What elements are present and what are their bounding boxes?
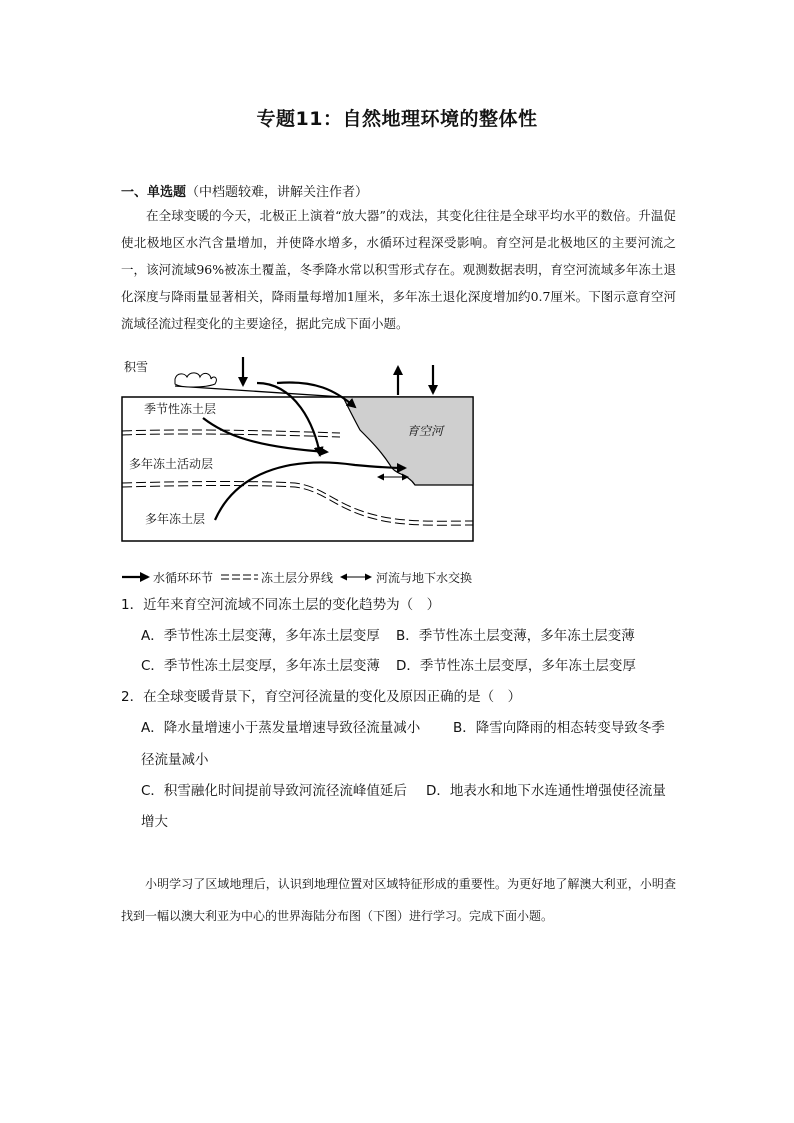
section-note: （中档题较难，讲解关注作者） <box>186 185 369 200</box>
question-2-option-a[interactable]: A．降水量增速小于蒸发量增速导致径流量减小 <box>141 720 421 736</box>
question-1-option-a[interactable]: A．季节性冻土层变薄，多年冻土层变厚 <box>141 628 380 644</box>
question-1-option-d[interactable]: D．季节性冻土层变厚，多年冻土层变厚 <box>396 658 636 674</box>
question-1-stem: 1．近年来育空河流域不同冻土层的变化趋势为（ ） <box>121 597 441 613</box>
seasonal-layer-label: 季节性冻土层 <box>144 402 217 416</box>
question-2-option-b[interactable]: B．降雪向降雨的相态转变导致冬季 <box>453 720 665 736</box>
active-layer-label: 多年冻土活动层 <box>129 457 214 471</box>
permafrost-layer-label: 多年冻土层 <box>145 512 206 526</box>
river-channel <box>343 397 473 485</box>
groundwater-flow-arrow <box>215 462 405 520</box>
question-2-option-d-continued: 增大 <box>141 814 168 830</box>
snow-label: 积雪 <box>124 360 149 374</box>
question-2-option-d[interactable]: D．地表水和地下水连通性增强使径流量 <box>426 783 666 799</box>
question-2-option-c[interactable]: C．积雪融化时间提前导致河流径流峰值延后 <box>141 783 407 799</box>
question-1-option-c[interactable]: C．季节性冻土层变厚，多年冻土层变薄 <box>141 658 380 674</box>
ground-surface <box>175 386 343 397</box>
legend-boundary-label: 冻土层分界线 <box>261 571 334 585</box>
passage-1: 在全球变暖的今天，北极正上演着“放大器”的戏法，其变化往往是全球平均水平的数倍。升温促使北极地区水汽含量增加，并使降水增多，水循环过程深受影响。育空河是北极地区的主要河流之一，该河流域96%被冻土覆盖，冬季降水常以积雪形式存在。观测数据表明，育空河流域多年冻土退化深度与降雨量显著相关，降雨量每增加1厘米，多年冻土退化深度增加约0.7厘米。下图示意育空河流域径流过程变化的主要途径，据此完成下面小题。 <box>121 208 676 331</box>
question-2-stem: 2．在全球变暖背景下，育空河径流量的变化及原因正确的是（ ） <box>121 689 522 705</box>
question-2-option-b-continued: 径流量减小 <box>141 752 209 768</box>
legend-exchange-label: 河流与地下水交换 <box>376 571 473 585</box>
page-title: 专题11：自然地理环境的整体性 <box>256 108 538 130</box>
permafrost-runoff-diagram <box>115 355 485 587</box>
question-1-option-b[interactable]: B．季节性冻土层变薄，多年冻土层变薄 <box>396 628 635 644</box>
passage-2: 小明学习了区域地理后，认识到地理位置对区域特征形成的重要性。为更好地了解澳大利亚，小明查找到一幅以澳大利亚为中心的世界海陆分布图（下图）进行学习。完成下面小题。 <box>121 877 676 923</box>
section-heading <box>121 181 368 200</box>
diagram-legend <box>122 570 472 585</box>
snow-shape <box>175 373 216 387</box>
section-heading-label: 一、单选题 <box>121 185 187 200</box>
river-label: 育空河 <box>407 424 444 438</box>
legend-water-cycle-label: 水循环环节 <box>153 571 214 585</box>
